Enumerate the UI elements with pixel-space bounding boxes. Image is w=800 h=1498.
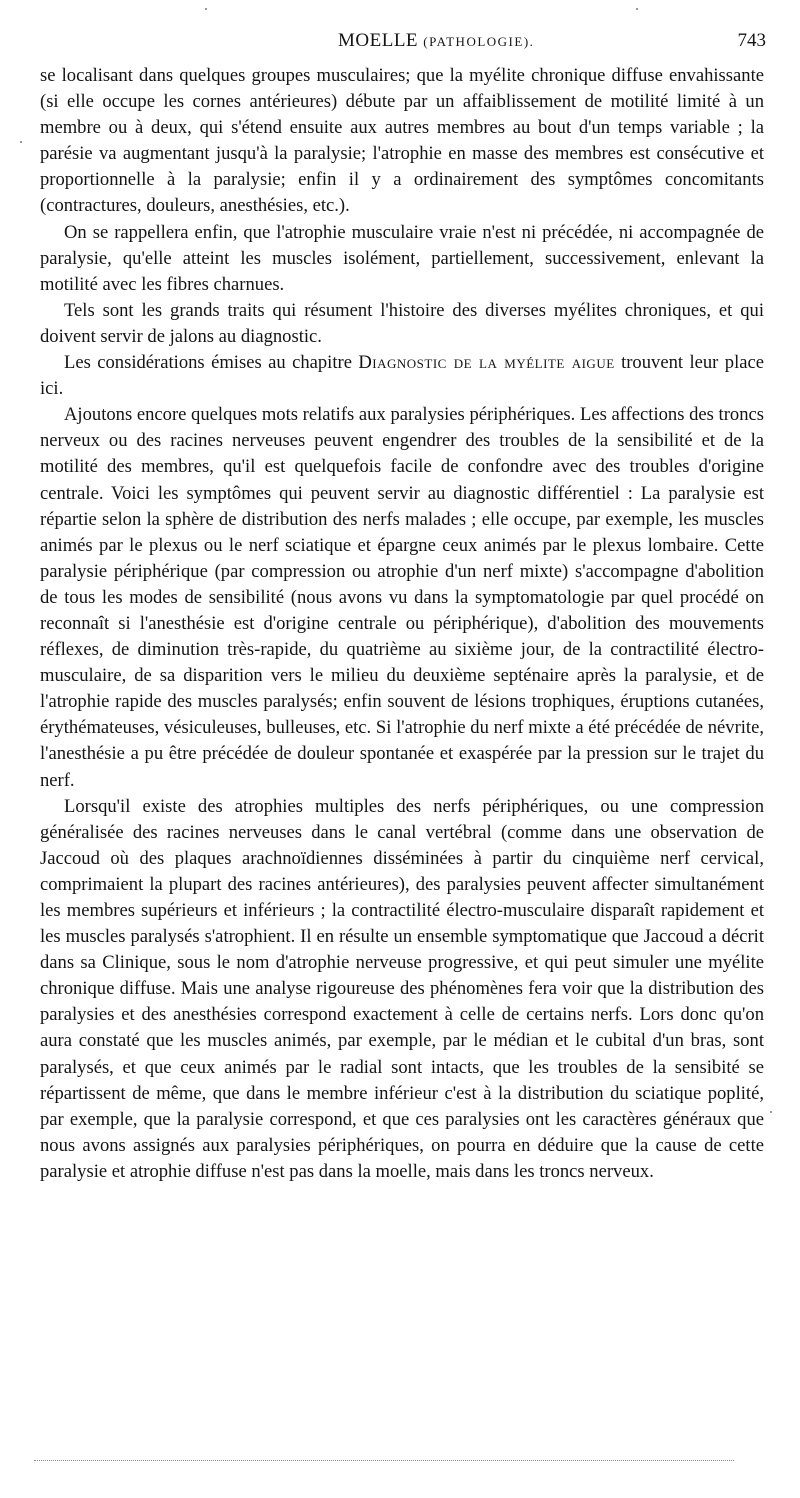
scan-speck — [20, 141, 22, 143]
paragraph-4-text-before: Les considérations émises au chapitre — [64, 352, 359, 374]
paragraph-3: Tels sont les grands traits qui résument l'histoire des diverses myélites chroniques, et qui doivent servir de jalons au diagnostic. — [40, 299, 764, 347]
scan-speck — [205, 8, 207, 10]
running-title — [338, 30, 534, 52]
running-title-main: MOELLE — [338, 30, 419, 51]
running-header — [40, 30, 768, 58]
scan-speck — [636, 8, 638, 10]
page-number: 743 — [737, 30, 766, 51]
paragraph-4 — [40, 350, 764, 402]
paragraph-4-text-after: trouvent leur place ici. — [40, 352, 764, 400]
paragraph-2: On se rappellera enfin, que l'atrophie musculaire vraie n'est ni précédée, ni accompagnée de paralysie, qu'elle atteint les muscles isolément, partiellement, successivement, enlevant la motilité avec les fibres charnues. — [40, 221, 764, 295]
paragraph-1: se localisant dans quelques groupes musculaires; que la myélite chronique diffuse envahissante (si elle occupe les cornes antérieures) débute par un affaiblissement de motilité limité à un membre ou à deux, qui s'étend ensuite aux autres membres au bout d'un temps variable ; la parésie va augmentant jusqu'à la paralysie; l'atrophie en masse des membres est consécutive et proportionnelle à la paralysie; enfin il y a ordinairement des symptômes concomitants (contractures, douleurs, anesthésies, etc.). — [40, 65, 764, 217]
paragraph-6: Lorsqu'il existe des atrophies multiples des nerfs périphériques, ou une compression généralisée des racines nerveuses dans le canal vertébral (comme dans une observation de Jaccoud où des plaques arachnoïdiennes disséminées à partir du cinquième nerf cervical, comprimaient la plupart des racines antérieures), des paralysies peuvent affecter simultanément les membres supérieurs et inférieurs ; la contractilité électro-musculaire disparaît rapidement et les muscles paralysés s'atrophient. Il en résulte un ensemble symptomatique que Jaccoud a décrit dans sa Clinique, sous le nom d'atrophie nerveuse progressive, et qui peut simuler une myélite chronique diffuse. Mais une analyse rigoureuse des phénomènes fera voir que la distribution des paralysies et des anesthésies correspond exactement à celle de certains nerfs. Lors donc qu'on aura constaté que les muscles animés, par exemple, par le médian et le cubital d'un bras, sont paralysés, et que ceux animés par le radial sont intacts, que les troubles de la sensibité se répartissent de même, que dans le membre inférieur c'est à la distribution du sciatique poplité, par exemple, que la paralysie correspond, et que ces paralysies ont les caractères généraux que nous avons assignés aux paralysies périphériques, on pourra en déduire que la cause de cette paralysie et atrophie diffuse n'est pas dans la moelle, mais dans les troncs nerveux. — [40, 795, 764, 1182]
running-title-subtitle: (PATHOLOGIE). — [423, 34, 535, 49]
footer-dotted-rule — [34, 1460, 734, 1461]
scan-speck — [770, 1111, 772, 1113]
paragraph-5: Ajoutons encore quelques mots relatifs aux paralysies périphériques. Les affections des troncs nerveux ou des racines nerveuses peuvent engendrer des troubles de la sensibilité et de la motilité des membres, qu'il est quelquefois facile de confondre avec des troubles d'origine centrale. Voici les symptômes qui peuvent servir au diagnostic différentiel : La paralysie est répartie selon la sphère de distribution des nerfs malades ; elle occupe, par exemple, les muscles animés par le plexus ou le nerf sciatique et épargne ceux animés par le plexus lombaire. Cette paralysie périphérique (par compression ou atrophie d'un nerf mixte) s'accompagne d'abolition de tous les modes de sensibilité (nous avons vu dans la symptomatologie par quel procédé on reconnaît si l'anesthésie est d'origine centrale ou périphérique), d'abolition des mouvements réflexes, de diminution très-rapide, du quatrième au sixième jour, de la contractilité électro-musculaire, de sa disparition vers le milieu du deuxième septénaire après la paralysie, et de l'atrophie rapide des muscles paralysés; enfin souvent de lésions trophiques, éruptions cutanées, érythémateuses, vésiculeuses, bulleuses, etc. Si l'atrophie du nerf mixte a été précédée de névrite, l'anesthésie a pu être précédée de douleur spontanée et exaspérée par la pression sur le trajet du nerf. — [40, 404, 764, 791]
page-body — [40, 63, 764, 1185]
chapter-reference: Diagnostic de la myélite aigue — [358, 352, 615, 374]
